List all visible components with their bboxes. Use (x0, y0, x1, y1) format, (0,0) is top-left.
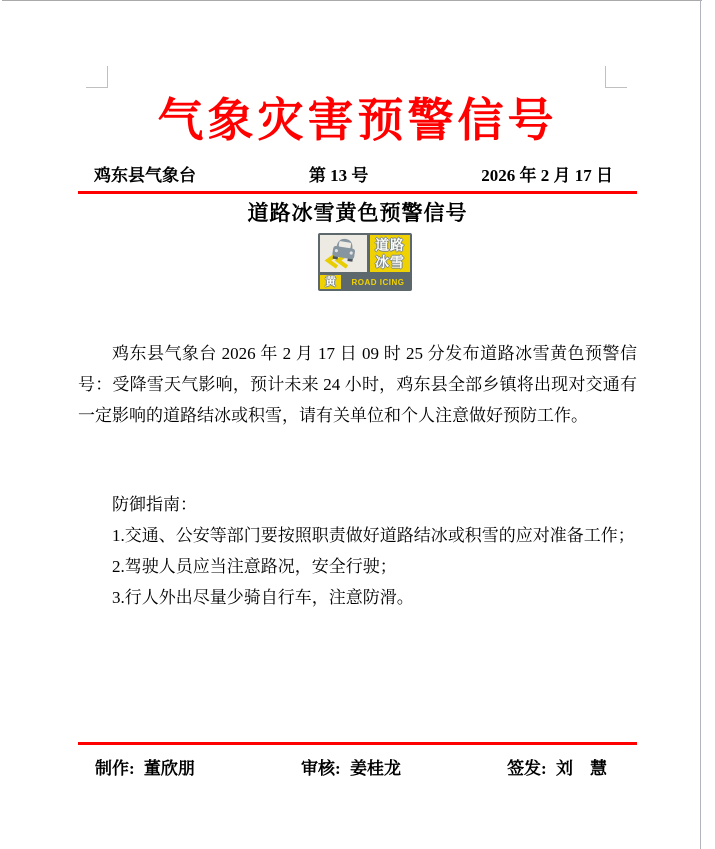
reviewer-name: 姜桂龙 (349, 759, 401, 778)
guide-heading: 防御指南： (112, 495, 197, 514)
signer-name: 刘 慧 (555, 759, 607, 778)
warning-name-en (344, 275, 412, 289)
page-right-border (700, 0, 701, 849)
reviewer-field (301, 754, 401, 779)
warning-subtitle: 道路冰雪黄色预警信号 (247, 201, 468, 225)
issuer-name: 鸡东县气象台 (94, 166, 196, 185)
maker-name: 董欣朋 (143, 759, 195, 778)
signer-label: 签发: (507, 759, 547, 778)
issue-date: 2026 年 2 月 17 日 (481, 166, 613, 185)
warning-zh-line2: 冰雪 (375, 253, 405, 270)
warning-level-label: 黄 (325, 275, 336, 288)
warning-level-badge (320, 275, 341, 289)
warning-name-zh (370, 235, 410, 272)
defense-guide (78, 489, 637, 613)
signoff-row (78, 742, 637, 779)
road-icing-warning-icon (318, 233, 412, 291)
bulletin-number: 第 13 号 (308, 166, 369, 185)
skidding-car-icon (320, 235, 367, 272)
page-top-border (2, 0, 702, 1)
guide-item: 2.驾驶人员应当注意路况，安全行驶； (112, 557, 397, 576)
guide-item: 1.交通、公安等部门要按照职责做好道路结冰或积雪的应对准备工作； (112, 526, 635, 545)
maker-field (78, 754, 195, 779)
signer-field (507, 754, 637, 779)
document-title: 气象灾害预警信号 (157, 94, 558, 146)
warning-en-label: ROAD ICING (351, 277, 405, 287)
warning-body-paragraph: 鸡东县气象台 2026 年 2 月 17 日 09 时 25 分发布道路冰雪黄色预警信号：受降雪天气影响，预计未来 24 小时，鸡东县全部乡镇将出现对交通有一定影响的道路结冰或积雪，请有关单位和个人注意做好预防工作。 (78, 344, 637, 425)
warning-zh-line1: 道路 (375, 236, 405, 253)
reviewer-label: 审核: (301, 759, 341, 778)
masthead-row (78, 161, 637, 194)
maker-label: 制作: (95, 759, 135, 778)
guide-item: 3.行人外出尽量少骑自行车，注意防滑。 (112, 588, 414, 607)
